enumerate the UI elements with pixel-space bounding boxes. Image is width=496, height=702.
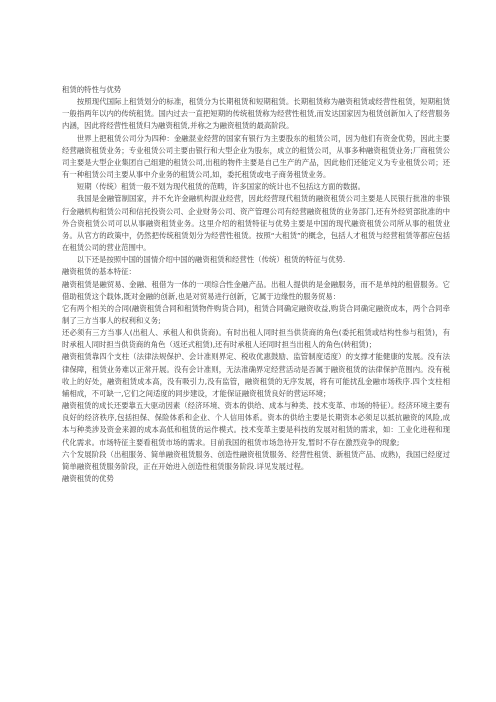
document-title: 租赁的特性与优势 xyxy=(62,85,122,94)
paragraph: 按照现代国际上租赁划分的标准，租赁分为长期租赁和短期租赁。长期租赁称为融资租赁或经营性租赁，短期租赁一般指两年以内的传统租赁。国内过去一直把短期的传统租赁称为经营性租赁,而发达国家因为租赁创新加入了经营服务内涵，因此将经营性租赁归为融资租赁,并称之为融资租赁的最高阶段。 xyxy=(62,97,450,131)
paragraph: 世界上把租赁公司分为四种：金融混业经营的国家有银行为主要股东的租赁公司，因为他们有资金优势，因此主要经营融资租赁业务；专业租赁公司主要由银行和大型企业为股东，成立的租赁公司，从事多种融资租赁业务;厂商租赁公司主要是大型企业集团自己组建的租赁公司,出租的物件主要是自己生产的产品，因此他们还能定义为专业租赁公司；还有一种租赁公司主要从事中介业务的租赁公司,如，委托租赁或电子商务租赁业务。 xyxy=(62,133,450,180)
paragraph: 六个发展阶段（出租服务、简单融资租赁服务、创造性融资租赁服务、经营性租赁、新租赁产品、成熟)，我国已经度过简单融资租赁服务阶段，正在开始进入创造性租赁服务阶段.详见发展过程。 xyxy=(62,449,450,471)
paragraph: 我国是金融管制国家，并不允许金融机构混业经营，因此经营现代租赁的融资租赁公司主要是人民银行批准的非银行金融机构租赁公司和信托投资公司、企业财务公司、资产管理公司有经营融资租赁的业务部门,还有外经贸部批准的中外合资租赁公司可以从事融资租赁业务。这里介绍的租赁特征与优势主要是中国的现代融资租赁公司所从事的租赁业务。从官方的政策中，仍然把传统租赁划分为经营性租赁。按照“大租赁”的概念，包括人才租赁与经营租赁等都应包括在租赁公司的营业范围中。 xyxy=(62,194,450,253)
paragraph: 融资租赁靠四个支柱（法律法规保护、会计准则界定、税收优惠鼓励、监管制度适度）的支撑才能健康的发展。没有法律保障，租赁业务难以正常开展。没有会计准则，无法准确界定经营活动是否属于融资租赁的法律保护范围内。没有税收上的好处，融资租赁成本高，没有吸引力,没有监管，融资租赁的无序发展，将有可能扰乱金融市场秩序.四个支柱相辅相成，不可缺一,它们之间适度的同步建设，才能保证融资租赁良好的营运环境； xyxy=(62,352,450,398)
paragraph: 短期（传统）租赁一般不划为现代租赁的范畴，许多国家的统计也不包括这方面的数据。 xyxy=(76,182,366,192)
paragraph: 还必须有三方当事人(出租人、承租人和供货商)。有时出租人同时担当供货商的角色(委托租赁或结构性参与租赁)，有时承租人同时担当供货商的角色（返还式租赁),还有时承租人还同时担当出租人的角色(转租赁)； xyxy=(62,328,450,350)
paragraph: 融资租赁是融贸易、金融、租借为一体的一项综合性金融产品。出租人提供的是金融服务，而不是单纯的租借服务。它借助租赁这个载体,既对金融的创新,也是对贸易进行创新，它属于边缘性的服务贸易： xyxy=(62,279,450,301)
document-body xyxy=(62,96,450,473)
section-heading-advantages: 融资租赁的优势 xyxy=(62,474,114,483)
paragraph: 融资租赁的成长还要靠五大驱动因素（经济环境、资本的供给、成本与种类、技术变革、市场的特征）。经济环境主要有良好的经济秩序,包括担保、保险体系和企业、个人信用体系。资本的供给主要是长期资本必须足以抵抗融资的风险,成本与种类涉及资金来源的成本高低和租赁的运作模式。技术变革主要是科技的发展对租赁的需求，如：工业化进程和现代化需求。市场特征主要看租赁市场的需求。目前我国的租赁市场急待开发,暂时不存在激烈竞争的现象; xyxy=(62,401,451,447)
paragraph: 以下还是按照中国的国情介绍中国的融资租赁和经营性（传统）租赁的特征与优势. xyxy=(76,255,346,265)
paragraph: 融资租赁的基本特征： xyxy=(62,267,136,277)
paragraph: 它有两个相关的合同(融资租赁合同和租赁物件购货合同)，租赁合同确定融资收益,购货合同确定融资成本，两个合同牵制了三方当事人的权利和义务; xyxy=(62,303,450,325)
